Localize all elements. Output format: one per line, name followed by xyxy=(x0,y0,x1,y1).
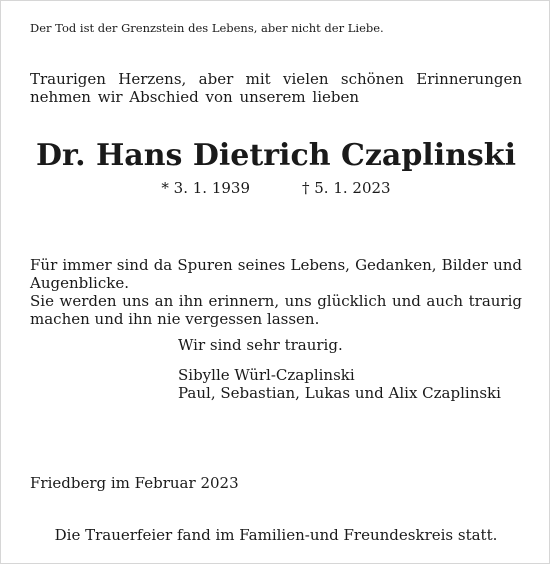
memorial-text xyxy=(30,256,522,328)
birth-date: * 3. 1. 1939 xyxy=(161,179,250,197)
signature-block xyxy=(178,336,501,402)
mourning-line: Wir sind sehr traurig. xyxy=(178,336,343,354)
signer-1: Sibylle Würl-Czaplinski xyxy=(178,366,355,384)
memorial-paragraph-2: Sie werden uns an ihn erinnern, uns glücklich und auch traurig machen und ihn nie vergessen lassen. xyxy=(30,292,522,328)
life-dates xyxy=(1,179,550,197)
signer-2: Paul, Sebastian, Lukas und Alix Czaplinski xyxy=(178,384,501,402)
intro-text: Traurigen Herzens, aber mit vielen schönen Erinnerungen nehmen wir Abschied von unserem lieben xyxy=(30,70,522,106)
death-date: † 5. 1. 2023 xyxy=(302,179,391,197)
deceased-name: Dr. Hans Dietrich Czaplinski xyxy=(36,138,516,173)
motto: Der Tod ist der Grenzstein des Lebens, aber nicht der Liebe. xyxy=(30,21,384,35)
place-and-date: Friedberg im Februar 2023 xyxy=(30,474,239,492)
spacer xyxy=(178,354,501,366)
funeral-note: Die Trauerfeier fand im Familien-und Freundeskreis statt. xyxy=(54,526,498,544)
memorial-paragraph-1: Für immer sind da Spuren seines Lebens, Gedanken, Bilder und Augenblicke. xyxy=(30,256,522,292)
